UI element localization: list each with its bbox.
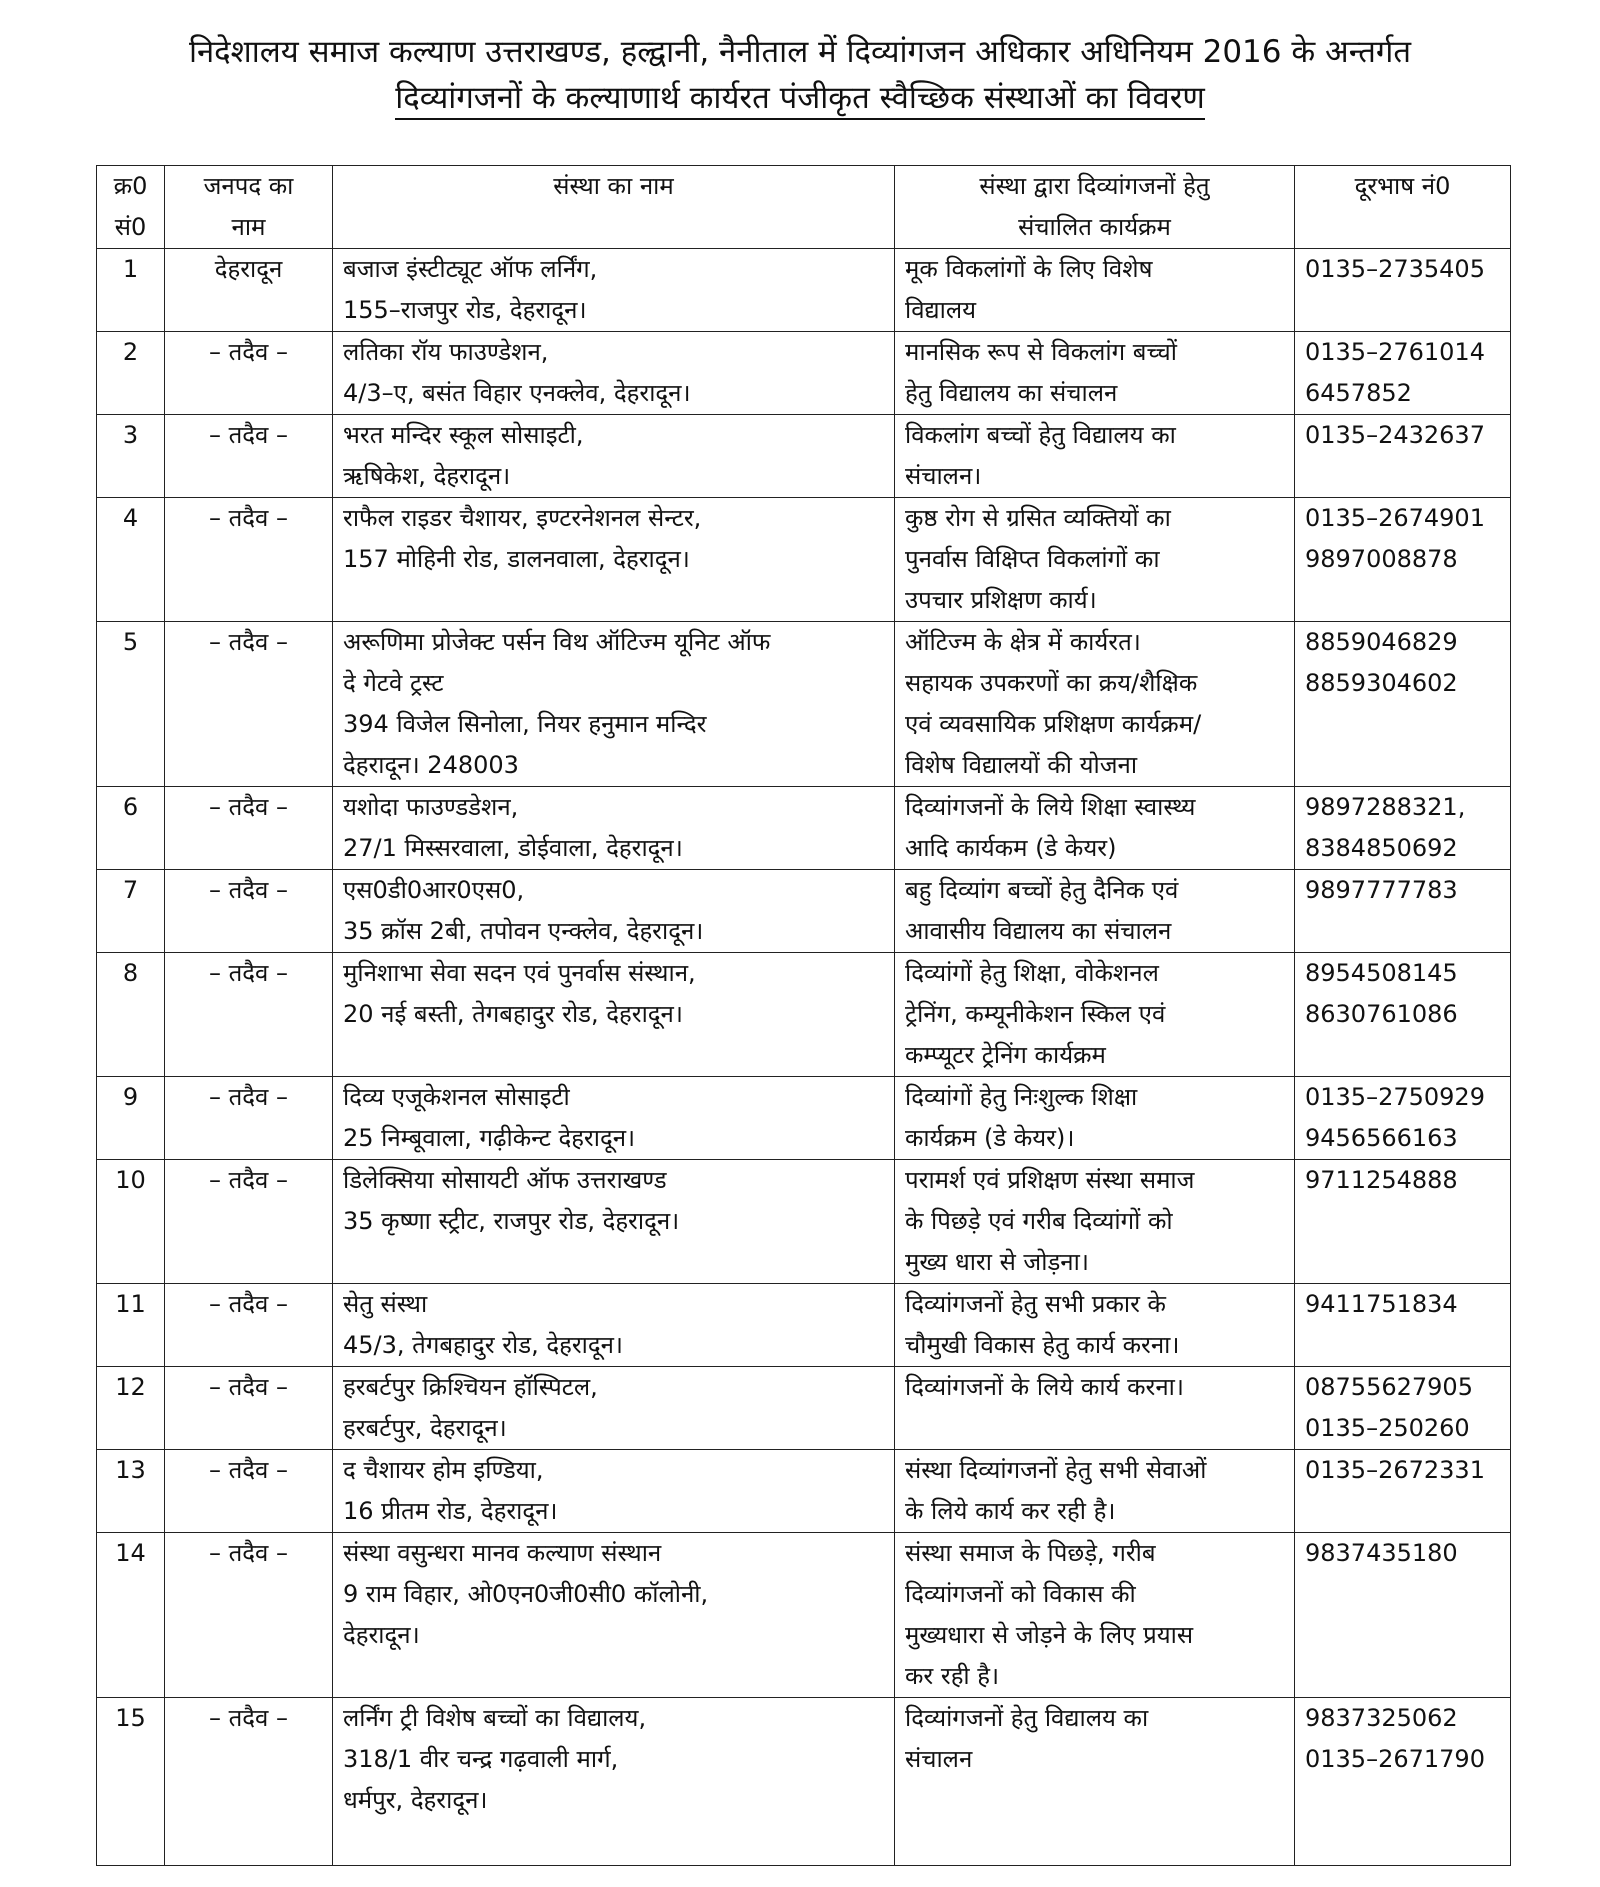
district-cell: – तदैव – xyxy=(165,870,333,953)
program-line: कर रही है। xyxy=(905,1662,1000,1690)
serial-no-cell: 5 xyxy=(97,622,165,787)
organization-cell xyxy=(333,870,895,953)
phone-cell xyxy=(1295,1698,1511,1866)
organization-line: लर्निंग ट्री विशेष बच्चों का विद्यालय, xyxy=(343,1704,647,1732)
district-cell: – तदैव – xyxy=(165,415,333,498)
phone-number: 6457852 xyxy=(1305,379,1412,407)
table-row xyxy=(97,1533,1511,1698)
serial-no-cell: 15 xyxy=(97,1698,165,1866)
organization-line: 9 राम विहार, ओ0एन0जी0सी0 कॉलोनी, xyxy=(343,1580,709,1608)
organization-cell xyxy=(333,415,895,498)
program-line: कार्यक्रम (डे केयर)। xyxy=(905,1124,1075,1152)
district-cell: – तदैव – xyxy=(165,1284,333,1367)
header-serial-line1: क्र0 xyxy=(113,172,148,200)
document-subtitle-text: दिव्यांगजनों के कल्याणार्थ कार्यरत पंजीकृत स्वैच्छिक संस्थाओं का विवरण xyxy=(395,80,1205,120)
header-organization-text: संस्था का नाम xyxy=(553,172,674,200)
table-row xyxy=(97,787,1511,870)
organization-cell xyxy=(333,1533,895,1698)
organization-line: देहरादून। 248003 xyxy=(343,751,519,779)
phone-number: 9897008878 xyxy=(1305,545,1458,573)
program-line: विद्यालय xyxy=(905,296,977,324)
phone-number: 9711254888 xyxy=(1305,1166,1458,1194)
header-phone-text: दूरभाष नं0 xyxy=(1354,172,1451,200)
district-cell: – तदैव – xyxy=(165,1450,333,1533)
program-line: पुनर्वास विक्षिप्त विकलांगों का xyxy=(905,545,1160,573)
program-line: विकलांग बच्चों हेतु विद्यालय का xyxy=(905,421,1176,449)
district-cell: देहरादून xyxy=(165,249,333,332)
organization-line: 157 मोहिनी रोड, डालनवाला, देहरादून। xyxy=(343,545,690,573)
table-row xyxy=(97,1284,1511,1367)
table-header-row xyxy=(97,166,1511,249)
program-line: दिव्यांगजनों हेतु सभी प्रकार के xyxy=(905,1290,1166,1318)
phone-number: 8630761086 xyxy=(1305,1000,1458,1028)
program-line: दिव्यांगों हेतु शिक्षा, वोकेशनल xyxy=(905,959,1159,987)
serial-no-cell: 11 xyxy=(97,1284,165,1367)
document-title: निदेशालय समाज कल्याण उत्तराखण्ड, हल्द्वानी, नैनीताल में दिव्यांगजन अधिकार अधिनियम 2016 के अन्तर्गत xyxy=(188,34,1412,70)
table-row xyxy=(97,415,1511,498)
phone-cell xyxy=(1295,1160,1511,1284)
organization-line: संस्था वसुन्धरा मानव कल्याण संस्थान xyxy=(343,1539,662,1567)
program-line: परामर्श एवं प्रशिक्षण संस्था समाज xyxy=(905,1166,1195,1194)
phone-cell xyxy=(1295,1450,1511,1533)
program-line: मुख्य धारा से जोड़ना। xyxy=(905,1248,1089,1276)
program-line: आवासीय विद्यालय का संचालन xyxy=(905,917,1172,945)
phone-number: 8859046829 xyxy=(1305,628,1458,656)
program-cell xyxy=(895,1450,1295,1533)
table-row xyxy=(97,498,1511,622)
phone-number: 0135–2750929 xyxy=(1305,1083,1485,1111)
header-district-line2: नाम xyxy=(231,213,266,241)
table-row xyxy=(97,622,1511,787)
program-line: मुख्यधारा से जोड़ने के लिए प्रयास xyxy=(905,1621,1194,1649)
organization-line: 45/3, तेगबहादुर रोड, देहरादून। xyxy=(343,1331,624,1359)
organization-cell xyxy=(333,249,895,332)
phone-number: 0135–2432637 xyxy=(1305,421,1485,449)
program-line: एवं व्यवसायिक प्रशिक्षण कार्यक्रम/ xyxy=(905,710,1202,738)
phone-number: 9897288321, xyxy=(1305,793,1466,821)
district-cell: – तदैव – xyxy=(165,332,333,415)
program-line: दिव्यांगजनों को विकास की xyxy=(905,1580,1136,1608)
phone-number: 0135–2672331 xyxy=(1305,1456,1485,1484)
program-line: के लिये कार्य कर रही है। xyxy=(905,1497,1116,1525)
header-program-line2: संचालित कार्यक्रम xyxy=(1018,213,1171,241)
organization-line: 35 कृष्णा स्ट्रीट, राजपुर रोड, देहरादून। xyxy=(343,1207,680,1235)
organization-line: हरबर्टपुर, देहरादून। xyxy=(343,1414,507,1442)
header-district xyxy=(165,166,333,249)
district-cell: – तदैव – xyxy=(165,1533,333,1698)
serial-no-cell: 12 xyxy=(97,1367,165,1450)
organization-cell xyxy=(333,1284,895,1367)
table-row xyxy=(97,1698,1511,1866)
district-cell: – तदैव – xyxy=(165,1698,333,1866)
phone-number: 9897777783 xyxy=(1305,876,1458,904)
phone-cell xyxy=(1295,953,1511,1077)
program-line: कुष्ठ रोग से ग्रसित व्यक्तियों का xyxy=(905,504,1171,532)
program-cell xyxy=(895,249,1295,332)
serial-no-cell: 7 xyxy=(97,870,165,953)
district-cell: – तदैव – xyxy=(165,953,333,1077)
program-cell xyxy=(895,870,1295,953)
table-row xyxy=(97,1450,1511,1533)
phone-cell xyxy=(1295,415,1511,498)
organization-line: 4/3–ए, बसंत विहार एनक्लेव, देहरादून। xyxy=(343,379,691,407)
phone-number: 9456566163 xyxy=(1305,1124,1458,1152)
program-line: दिव्यांगजनों के लिये शिक्षा स्वास्थ्य xyxy=(905,793,1196,821)
organization-line: धर्मपुर, देहरादून। xyxy=(343,1786,488,1814)
program-line: चौमुखी विकास हेतु कार्य करना। xyxy=(905,1331,1180,1359)
phone-cell xyxy=(1295,622,1511,787)
phone-cell xyxy=(1295,1077,1511,1160)
phone-number: 8954508145 xyxy=(1305,959,1458,987)
phone-number: 9837435180 xyxy=(1305,1539,1458,1567)
serial-no-cell: 10 xyxy=(97,1160,165,1284)
program-line: मूक विकलांगों के लिए विशेष xyxy=(905,255,1153,283)
header-serial-line2: सं0 xyxy=(114,213,147,241)
header-organization xyxy=(333,166,895,249)
program-line: दिव्यांगों हेतु निःशुल्क शिक्षा xyxy=(905,1083,1138,1111)
program-line: दिव्यांगजनों के लिये कार्य करना। xyxy=(905,1373,1184,1401)
organization-line: 16 प्रीतम रोड, देहरादून। xyxy=(343,1497,558,1525)
table-row xyxy=(97,870,1511,953)
phone-number: 9411751834 xyxy=(1305,1290,1458,1318)
program-line: मानसिक रूप से विकलांग बच्चों xyxy=(905,338,1177,366)
district-cell: – तदैव – xyxy=(165,1077,333,1160)
phone-number: 9837325062 xyxy=(1305,1704,1458,1732)
table-row xyxy=(97,1077,1511,1160)
organization-cell xyxy=(333,1160,895,1284)
program-line: हेतु विद्यालय का संचालन xyxy=(905,379,1118,407)
program-cell xyxy=(895,1284,1295,1367)
serial-no-cell: 3 xyxy=(97,415,165,498)
organization-line: 35 क्रॉस 2बी, तपोवन एन्क्लेव, देहरादून। xyxy=(343,917,704,945)
organization-line: 394 विजेल सिनोला, नियर हनुमान मन्दिर xyxy=(343,710,707,738)
program-line: संस्था समाज के पिछड़े, गरीब xyxy=(905,1539,1156,1567)
organization-line: भरत मन्दिर स्कूल सोसाइटी, xyxy=(343,421,584,449)
program-line: सहायक उपकरणों का क्रय/शैक्षिक xyxy=(905,669,1198,697)
program-line: संचालन। xyxy=(905,462,982,490)
program-cell xyxy=(895,1077,1295,1160)
table-row xyxy=(97,1367,1511,1450)
program-cell xyxy=(895,498,1295,622)
phone-number: 0135–2735405 xyxy=(1305,255,1485,283)
program-cell xyxy=(895,1698,1295,1866)
serial-no-cell: 6 xyxy=(97,787,165,870)
serial-no-cell: 4 xyxy=(97,498,165,622)
document-subtitle xyxy=(0,78,1600,118)
district-cell: – तदैव – xyxy=(165,622,333,787)
phone-cell xyxy=(1295,498,1511,622)
phone-cell xyxy=(1295,249,1511,332)
phone-number: 0135–2674901 xyxy=(1305,504,1485,532)
organization-line: अरूणिमा प्रोजेक्ट पर्सन विथ ऑटिज्म यूनिट ऑफ xyxy=(343,628,771,656)
program-line: ऑटिज्म के क्षेत्र में कार्यरत। xyxy=(905,628,1141,656)
phone-cell xyxy=(1295,1284,1511,1367)
organization-line: दिव्य एजूकेशनल सोसाइटी xyxy=(343,1083,570,1111)
organization-line: 27/1 मिस्सरवाला, डोईवाला, देहरादून। xyxy=(343,834,683,862)
organization-line: हरबर्टपुर क्रिश्चियन हॉस्पिटल, xyxy=(343,1373,598,1401)
program-cell xyxy=(895,953,1295,1077)
program-cell xyxy=(895,415,1295,498)
header-program-line1: संस्था द्वारा दिव्यांगजनों हेतु xyxy=(979,172,1210,200)
serial-no-cell: 2 xyxy=(97,332,165,415)
organization-line: 20 नई बस्ती, तेगबहादुर रोड, देहरादून। xyxy=(343,1000,683,1028)
phone-cell xyxy=(1295,870,1511,953)
header-serial-no xyxy=(97,166,165,249)
program-cell xyxy=(895,1160,1295,1284)
organization-line: मुनिशाभा सेवा सदन एवं पुनर्वास संस्थान, xyxy=(343,959,696,987)
phone-cell xyxy=(1295,332,1511,415)
serial-no-cell: 1 xyxy=(97,249,165,332)
program-line: कम्प्यूटर ट्रेनिंग कार्यक्रम xyxy=(905,1041,1106,1069)
organization-line: देहरादून। xyxy=(343,1621,420,1649)
district-cell: – तदैव – xyxy=(165,1160,333,1284)
table-row xyxy=(97,1160,1511,1284)
program-line: के पिछड़े एवं गरीब दिव्यांगों को xyxy=(905,1207,1173,1235)
organization-line: दे गेटवे ट्रस्ट xyxy=(343,669,444,697)
program-cell xyxy=(895,787,1295,870)
organization-line: लतिका रॉय फाउण्डेशन, xyxy=(343,338,549,366)
program-line: ट्रेनिंग, कम्यूनीकेशन स्किल एवं xyxy=(905,1000,1166,1028)
program-line: उपचार प्रशिक्षण कार्य। xyxy=(905,586,1097,614)
organization-cell xyxy=(333,1450,895,1533)
district-cell: – तदैव – xyxy=(165,1367,333,1450)
program-line: संचालन xyxy=(905,1745,973,1773)
program-cell xyxy=(895,1533,1295,1698)
program-line: संस्था दिव्यांगजनों हेतु सभी सेवाओं xyxy=(905,1456,1207,1484)
program-line: आदि कार्यकम (डे केयर) xyxy=(905,834,1117,862)
program-line: विशेष विद्यालयों की योजना xyxy=(905,751,1138,779)
table-row xyxy=(97,953,1511,1077)
program-cell xyxy=(895,622,1295,787)
serial-no-cell: 9 xyxy=(97,1077,165,1160)
phone-number: 0135–2671790 xyxy=(1305,1745,1485,1773)
organization-line: यशोदा फाउण्डडेशन, xyxy=(343,793,519,821)
organization-line: 318/1 वीर चन्द्र गढ़वाली मार्ग, xyxy=(343,1745,619,1773)
organization-cell xyxy=(333,1698,895,1866)
organization-line: डिलेक्सिया सोसायटी ऑफ उत्तराखण्ड xyxy=(343,1166,667,1194)
organizations-table xyxy=(96,165,1511,1866)
phone-number: 8859304602 xyxy=(1305,669,1458,697)
phone-number: 0135–2761014 xyxy=(1305,338,1485,366)
serial-no-cell: 8 xyxy=(97,953,165,1077)
phone-cell xyxy=(1295,787,1511,870)
program-cell xyxy=(895,1367,1295,1450)
table-row xyxy=(97,249,1511,332)
phone-cell xyxy=(1295,1533,1511,1698)
organization-cell xyxy=(333,1077,895,1160)
phone-number: 08755627905 xyxy=(1305,1373,1473,1401)
table-row xyxy=(97,332,1511,415)
program-line: दिव्यांगजनों हेतु विद्यालय का xyxy=(905,1704,1149,1732)
program-line: बहु दिव्यांग बच्चों हेतु दैनिक एवं xyxy=(905,876,1179,904)
organization-line: एस0डी0आर0एस0, xyxy=(343,876,525,904)
phone-number: 0135–250260 xyxy=(1305,1414,1470,1442)
organization-cell xyxy=(333,622,895,787)
district-cell: – तदैव – xyxy=(165,498,333,622)
organization-cell xyxy=(333,498,895,622)
header-program xyxy=(895,166,1295,249)
program-cell xyxy=(895,332,1295,415)
organization-line: द चैशायर होम इण्डिया, xyxy=(343,1456,544,1484)
organization-cell xyxy=(333,787,895,870)
serial-no-cell: 14 xyxy=(97,1533,165,1698)
organization-line: बजाज इंस्टीट्यूट ऑफ लर्निंग, xyxy=(343,255,598,283)
phone-cell xyxy=(1295,1367,1511,1450)
district-cell: – तदैव – xyxy=(165,787,333,870)
organization-cell xyxy=(333,1367,895,1450)
phone-number: 8384850692 xyxy=(1305,834,1458,862)
organization-line: राफैल राइडर चैशायर, इण्टरनेशनल सेन्टर, xyxy=(343,504,702,532)
serial-no-cell: 13 xyxy=(97,1450,165,1533)
organization-line: 25 निम्बूवाला, गढ़ीकेन्ट देहरादून। xyxy=(343,1124,636,1152)
header-district-line1: जनपद का xyxy=(203,172,294,200)
organization-cell xyxy=(333,953,895,1077)
organization-line: ऋषिकेश, देहरादून। xyxy=(343,462,511,490)
header-phone xyxy=(1295,166,1511,249)
organization-line: 155–राजपुर रोड, देहरादून। xyxy=(343,296,587,324)
organization-line: सेतु संस्था xyxy=(343,1290,428,1318)
organization-cell xyxy=(333,332,895,415)
